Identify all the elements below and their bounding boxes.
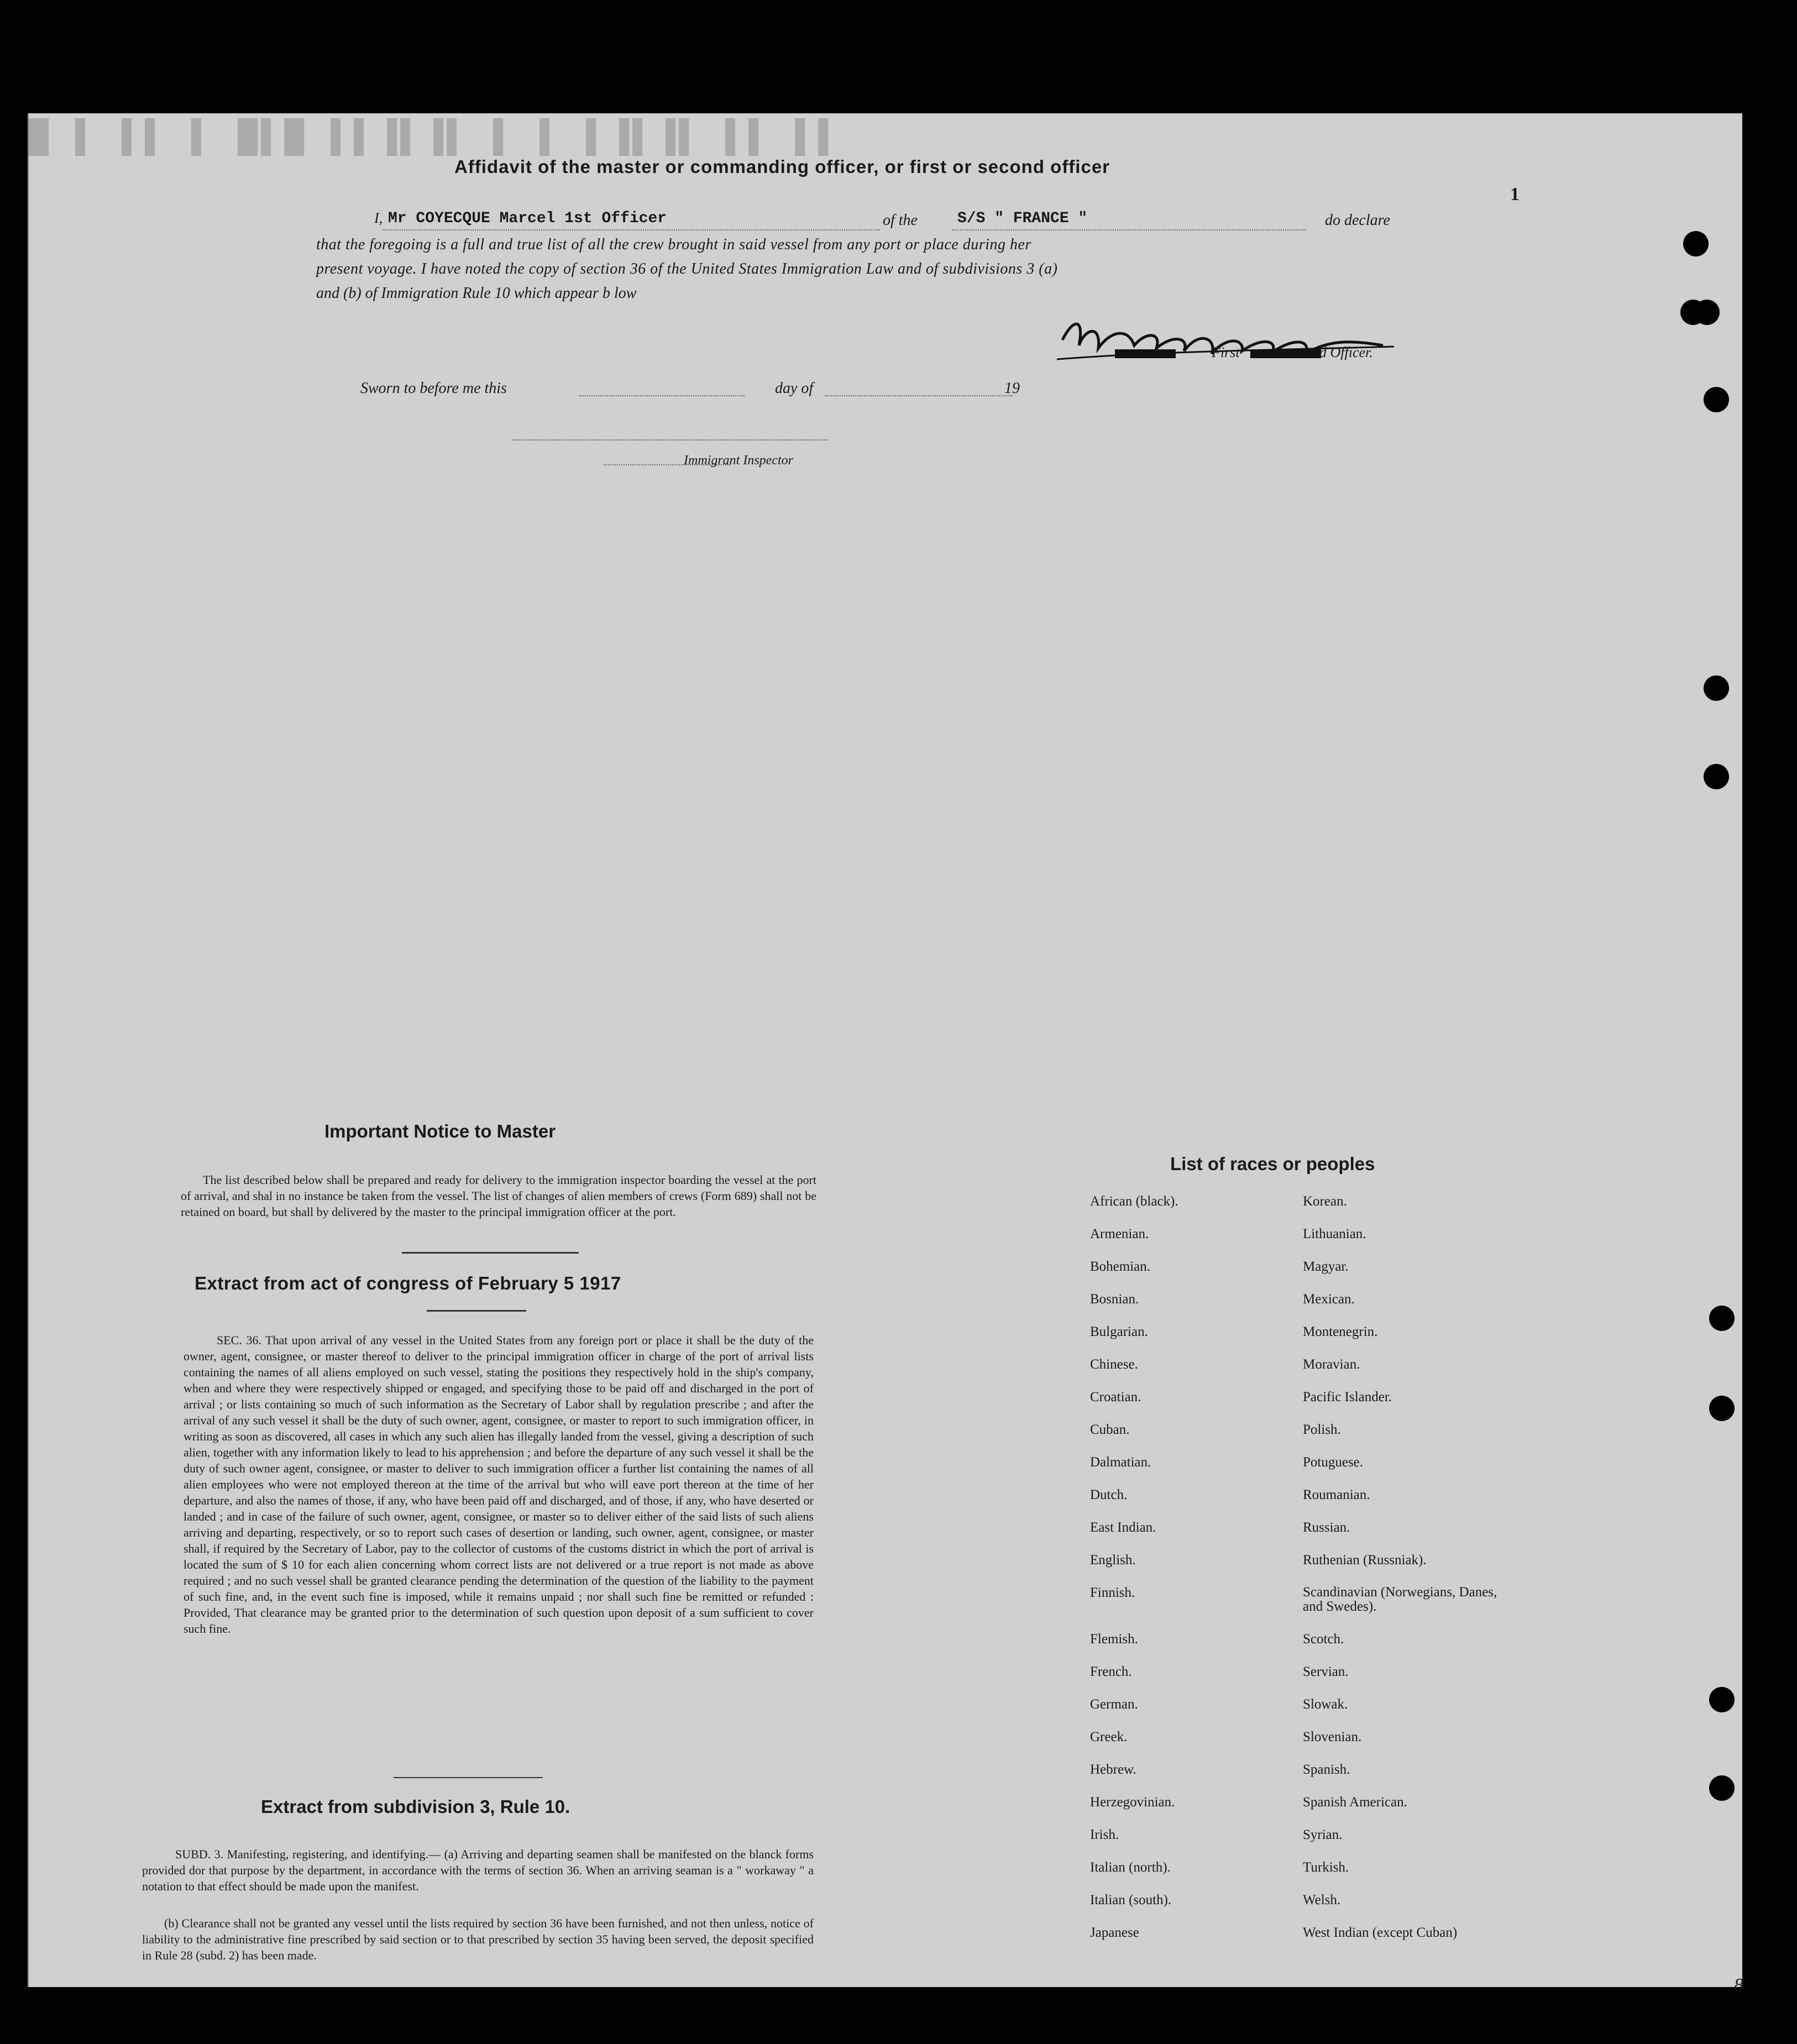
rule-extract-text-a: SUBD. 3. Manifesting, registering, and identifying.— (a) Arriving and departing seamen shall be manifested on the blanck forms provided dor that purpose by the department, in accordance with the terms of section 36. When an arriving seaman is a " workaway " a notation to that effect should be made upon the manifest. bbox=[142, 1847, 814, 1893]
act-extract-title: Extract from act of congress of February 5 1917 bbox=[195, 1273, 621, 1293]
race-item: English. bbox=[1090, 1553, 1136, 1568]
punch-hole bbox=[1704, 764, 1729, 789]
race-item: Japanese bbox=[1090, 1925, 1139, 1940]
punch-hole bbox=[1704, 387, 1729, 412]
officer-title-first: First bbox=[1212, 344, 1240, 360]
affidavit-prefix: I, bbox=[374, 210, 383, 226]
race-item: Bohemian. bbox=[1090, 1259, 1151, 1274]
notice-title: Important Notice to Master bbox=[324, 1121, 556, 1141]
race-item: French. bbox=[1090, 1664, 1132, 1679]
rule-divider bbox=[394, 1777, 543, 1778]
vessel-line bbox=[952, 229, 1306, 230]
notice-divider bbox=[402, 1252, 579, 1254]
race-item: Flemish. bbox=[1090, 1632, 1138, 1647]
race-item: Roumanian. bbox=[1303, 1487, 1370, 1502]
race-item: Pacific Islander. bbox=[1303, 1390, 1392, 1404]
race-item: African (black). bbox=[1090, 1194, 1178, 1209]
race-item: Bulgarian. bbox=[1090, 1324, 1148, 1339]
race-item: Greek. bbox=[1090, 1729, 1128, 1744]
race-item: Cuban. bbox=[1090, 1422, 1130, 1437]
punch-hole bbox=[1704, 675, 1729, 701]
race-item: Italian (north). bbox=[1090, 1860, 1171, 1875]
punch-hole bbox=[1683, 231, 1709, 256]
rule-extract-text-b: (b) Clearance shall not be granted any vessel until the lists required by section 36 have been furnished, and not then unless, notice of liability to the administrative fine prescribed by said section or to that prescribed by section 35 having been served, the deposit specified in Rule 28 (subd. 2) has been made. bbox=[142, 1916, 814, 1962]
sworn-prefix: Sworn to before me this bbox=[360, 380, 507, 397]
race-item: Polish. bbox=[1303, 1422, 1341, 1437]
race-item: Mexican. bbox=[1303, 1292, 1355, 1307]
race-item: West Indian (except Cuban) bbox=[1303, 1925, 1458, 1940]
race-item: Montenegrin. bbox=[1303, 1324, 1378, 1339]
bleed-through: █ ▌ ▌▌ ▌ █▌█ ▌▌▐▌▐▌ ▌ ▌ ▌▐▌▐▌ ▌▌ ▌▌ bbox=[29, 119, 842, 156]
of-the-label: of the bbox=[883, 212, 918, 229]
typed-officer-name: Mr COYECQUE Marcel 1st Officer bbox=[388, 210, 667, 227]
sworn-month-line bbox=[825, 395, 1013, 396]
sworn-day-label: day of bbox=[775, 380, 814, 397]
race-item: Scandinavian (Norwegians, Danes, and Swedes). bbox=[1303, 1585, 1497, 1614]
race-item: Moravian. bbox=[1303, 1357, 1360, 1372]
race-item: Spanish American. bbox=[1303, 1795, 1407, 1810]
affidavit-body-3: and (b) of Immigration Rule 10 which appear b low bbox=[316, 285, 637, 302]
punch-hole bbox=[1709, 1687, 1735, 1712]
race-item: Lithuanian. bbox=[1303, 1227, 1366, 1241]
inspector-label: Immigrant Inspector bbox=[684, 453, 793, 468]
struck-word-1 bbox=[1115, 349, 1176, 358]
races-title: List of races or peoples bbox=[1170, 1154, 1375, 1174]
race-item: Herzegovinian. bbox=[1090, 1795, 1175, 1810]
punch-hole bbox=[1709, 1396, 1735, 1421]
race-item: Chinese. bbox=[1090, 1357, 1138, 1372]
affidavit-body-1: that the foregoing is a full and true list of all the crew brought in said vessel from any port or place during her bbox=[316, 236, 1031, 253]
act-extract-text: SEC. 36. That upon arrival of any vessel in the United States from any foreign port or place it shall be the duty of the owner, agent, consignee, or master thereof to deliver to the principal immigration officer in charge of the port of arrival lists containing the names of all aliens employed on such vessel, stating the positions they respectively hold in the ship's company, when and where they were respectively shipped or engaged, and specifying those to be paid off and discharged in the port of arrival ; or lists containing so much of such information as the Secretary of Labor shall by regulation prescribe ; and after the arrival of any such vessel it shall be the duty of such owner, agent, consignee, or master to report to such immigration officer, in writing as soon as discovered, all cases in which any such alien has illegally landed from the vessel, giving a description of such alien, together with any information likely to lead to his apprehension ; and before the departure of any such vessel it shall be the duty of such owner agent, consignee, or master to deliver to such immigration officer a further list containing the names of all alien employees who were not employed thereon at the time of the arrival but who will eave port thereon at the time of her departure, and also the names of those, if any, who have been paid off and discharged, and of those, if any, who have deserted or landed ; and in case of the failure of such owner, agent, consignee, or master so to deliver either of the said lists of such aliens arriving and departing, respectively, or so to report such cases of desertion or landing, such owner, agent, consignee, or master shall, if required by the Secretary of Labor, pay to the collector of customs of the customs district in which the port of arrival is located the sum of $ 10 for each alien concerning whom correct lists are not delivered or a true report is not made as above required ; and no such vessel shall be granted clearance pending the determination of the question of the liability to the payment of such fine, and, in the event such fine is imposed, while it remains unpaid ; nor shall such fine be remitted or refunded : Provided, That clearance may be granted prior to the determination of such question upon deposit of a sum sufficient to cover such fine. bbox=[184, 1333, 814, 1636]
race-item: Syrian. bbox=[1303, 1827, 1343, 1842]
rule-extract-title: Extract from subdivision 3, Rule 10. bbox=[261, 1796, 570, 1817]
name-line bbox=[383, 229, 880, 230]
race-item: Potuguese. bbox=[1303, 1455, 1364, 1470]
punch-hole bbox=[1709, 1306, 1735, 1331]
act-divider bbox=[427, 1310, 526, 1312]
race-item: Servian. bbox=[1303, 1664, 1349, 1679]
race-item: Hebrew. bbox=[1090, 1762, 1136, 1777]
race-item: Dutch. bbox=[1090, 1487, 1128, 1502]
page-number: 1 bbox=[1510, 184, 1520, 205]
affidavit-body-2: present voyage. I have noted the copy of section 36 of the United States Immigration Law and of subdivisions 3 (a) bbox=[316, 260, 1058, 277]
inspector-line bbox=[512, 439, 827, 441]
race-item: Welsh. bbox=[1303, 1893, 1341, 1907]
race-item: German. bbox=[1090, 1697, 1138, 1712]
punch-hole bbox=[1709, 1775, 1735, 1801]
race-item: Dalmatian. bbox=[1090, 1455, 1151, 1470]
race-item: East Indian. bbox=[1090, 1520, 1156, 1535]
race-item: Bosnian. bbox=[1090, 1292, 1139, 1307]
race-item: Magyar. bbox=[1303, 1259, 1349, 1274]
officer-title-suffix: d Officer. bbox=[1319, 344, 1373, 360]
race-item: Korean. bbox=[1303, 1194, 1347, 1209]
race-item: Slovenian. bbox=[1303, 1729, 1362, 1744]
bleed-through-rows bbox=[45, 334, 60, 355]
race-item: Spanish. bbox=[1303, 1762, 1350, 1777]
struck-word-2 bbox=[1250, 349, 1321, 358]
race-item: Scotch. bbox=[1303, 1632, 1344, 1647]
punch-hole bbox=[1694, 300, 1720, 325]
race-item: Irish. bbox=[1090, 1827, 1119, 1842]
race-item: Finnish. bbox=[1090, 1585, 1135, 1600]
race-item: Croatian. bbox=[1090, 1390, 1141, 1404]
notice-text: The list described below shall be prepared and ready for delivery to the immigration inspector boarding the vessel at the port of arrival, and shal in no instance be taken from the vessel. The list of changes of alien members of crews (Form 689) shall not be retained on board, but shall by delivered by the master to the principal immigration officer at the port. bbox=[181, 1173, 816, 1219]
race-item: Russian. bbox=[1303, 1520, 1350, 1535]
do-declare-label: do declare bbox=[1325, 212, 1390, 229]
affidavit-title: Affidavit of the master or commanding officer, or first or second officer bbox=[454, 156, 1110, 177]
race-item: Ruthenian (Russniak). bbox=[1303, 1553, 1427, 1568]
corner-mark: 8 bbox=[1734, 1975, 1743, 1995]
sworn-day-line bbox=[579, 395, 745, 396]
sworn-year-label: 19 bbox=[1004, 380, 1020, 397]
race-item: Slowak. bbox=[1303, 1697, 1348, 1712]
race-item: Turkish. bbox=[1303, 1860, 1349, 1875]
race-item: Armenian. bbox=[1090, 1227, 1149, 1241]
vessel-name: S/S " FRANCE " bbox=[957, 210, 1088, 227]
document-page bbox=[28, 113, 1743, 1995]
race-item: Italian (south). bbox=[1090, 1893, 1172, 1907]
